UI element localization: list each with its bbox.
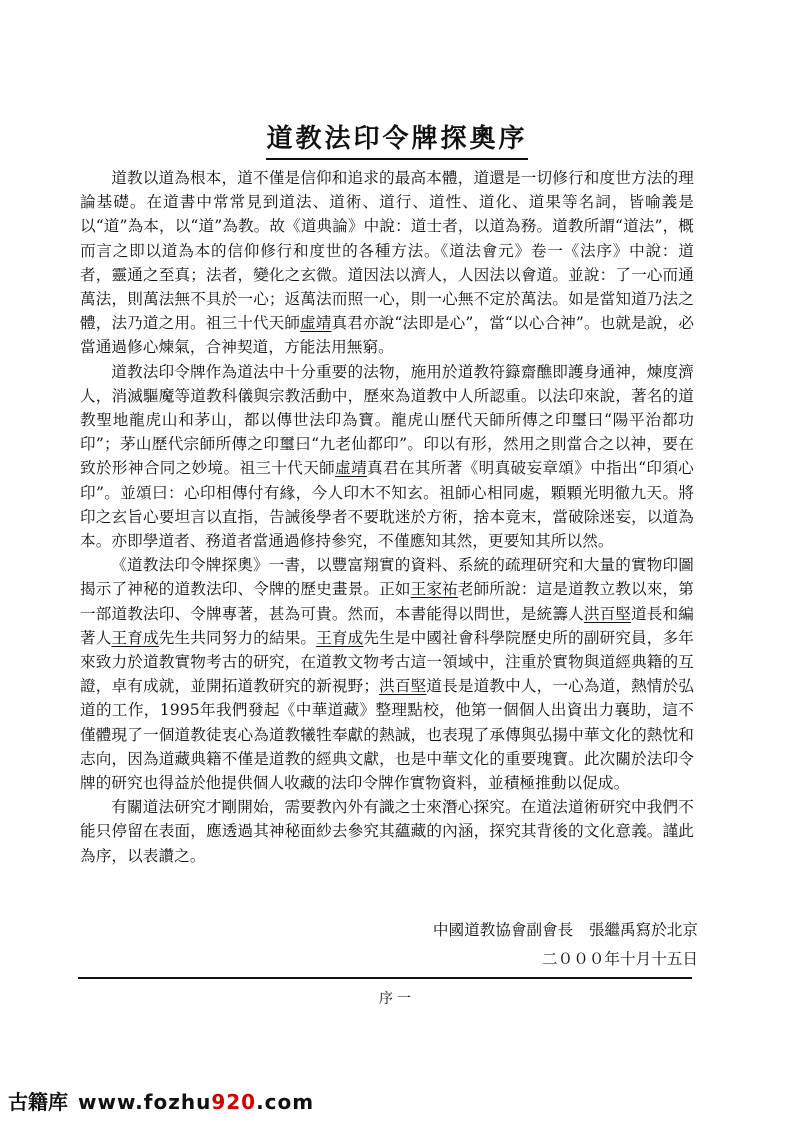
preface-paragraph [80,553,694,795]
page-label: 序一 [379,991,415,1007]
paragraph-text: 道長和編著人 [80,604,694,647]
watermark-site [78,1090,314,1114]
underlined-name: 王育成 [111,628,159,647]
document-title-text: 道教法印令牌探奧序 [266,124,527,160]
document-title [0,118,794,155]
signature-block [433,916,698,974]
paragraph-text: 先生共同努力的結果。 [158,628,317,647]
paragraph-text: 老師所說：這是道教立教以來，第一部道教法印、令牌專著，甚為可貴。然而，本書能得以問世，是統籌人 [80,580,694,623]
underlined-name: 王育成 [316,628,364,647]
preface-body [80,166,694,868]
paragraph-text: 道長是道教中人，一心為道，熱情於弘道的工作，1995年我們發起《中華道藏》整理點校，他第一個個人出資出力襄助，這不僅體現了一個道教徒衷心為道教犧牲奉獻的熱誠，也表現了承傳與弘揚中華文化的熱忱和志向，因為道藏典籍不僅是道教的經典文獻，也是中華文化的重要瑰寶。此次關於法印令牌的研究也得益於他提供個人收藏的法印令牌作實物資料，並積極推動以促成。 [80,677,694,793]
preface-paragraph [80,166,694,360]
paragraph-text: 有關道法研究才剛開始，需要教內外有識之士來潛心探究。在道法道術研究中我們不能只停留在表面，應透過其神秘面紗去參究其蘊藏的內涵，探究其背後的文化意義。謹此為序，以表讚之。 [80,798,694,865]
watermark-brand: 古籍库 [8,1090,68,1114]
watermark-site-suffix: .com [256,1090,315,1114]
watermark-site-prefix: www.fozhu [78,1090,212,1114]
paragraph-text: 道教法印令牌作為道法中十分重要的法物，施用於道教符籙齋醮即護身通神，煉度濟人，消滅驅魔等道教科儀與宗教活動中，歷來為道教中人所認重。以法印來說，著名的道教聖地龍虎山和茅山，都以傳世法印為寶。龍虎山歷代天師所傳之印璽曰“陽平治都功印”；茅山歷代宗師所傳之印璽曰“九老仙都印”。印以有形，然用之則當合之以神，要在致於形神合同之妙境。祖三十代天師 [80,362,694,478]
site-watermark [8,1086,314,1115]
paragraph-text: 真君亦說“法即是心”，當“以心合神”。也就是說，必當通過修心煉氣，合神契道，方能法用無窮。 [80,314,695,357]
preface-paragraph [80,795,694,868]
signature-date: 二０００年十月十五日 [542,950,698,968]
underlined-name: 洪百堅 [379,677,427,696]
underlined-name: 王家祐 [410,580,458,599]
paragraph-text: 先生是中國社會科學院歷史所的副研究員，多年來致力於道教實物考古的研究，在道教文物考古這一領域中，注重於實物與道經典籍的互證，卓有成就，並開拓道教研究的新視野； [80,628,694,696]
underlined-name: 虛靖 [335,459,368,478]
underlined-name: 洪百堅 [583,604,632,623]
watermark-site-number: 920 [211,1090,257,1114]
footer-divider [78,977,692,979]
paragraph-text: 真君在其所著《明真破妄章頌》中指出“印須心印”。並頌曰：心印相傳付有緣，今人印木不知玄。祖師心相同處，顆顆光明徹九天。將印之玄旨心要坦言以直指，告誡後學者不要耽迷於方術，捨本竟末，當破除迷妄，以道為本。亦即學道者、務道者當通過修持參究，不僅應知其然，更要知其所以然。 [80,459,694,551]
preface-paragraph [80,360,694,554]
signature-author: 中國道教協會副會長 張繼禹寫於北京 [432,921,698,939]
underlined-name: 虛靖 [300,314,332,333]
paragraph-text: 《道教法印令牌探奧》一書，以豐富翔實的資料、系統的疏理研究和大量的實物印圖揭示了神秘的道教法印、令牌的歷史畫景。正如 [80,556,694,599]
paragraph-text: 道教以道為根本，道不僅是信仰和追求的最高本體，道還是一切修行和度世方法的理論基礎。在道書中常常見到道法、道術、道行、道性、道化、道果等名詞，皆喻義是以“道”為本，以“道”為教。故《道典論》中說：道士者，以道為務。道教所謂“道法”，概而言之即以道為本的信仰修行和度世的各種方法。《道法會元》卷一《法序》中說：道者，靈通之至真；法者，變化之玄微。道因法以濟人，人因法以會道。並說：了一心而通萬法，則萬法無不具於一心；返萬法而照一心，則一心無不定於萬法。如是當知道乃法之體，法乃道之用。祖三十代天師 [80,169,694,333]
